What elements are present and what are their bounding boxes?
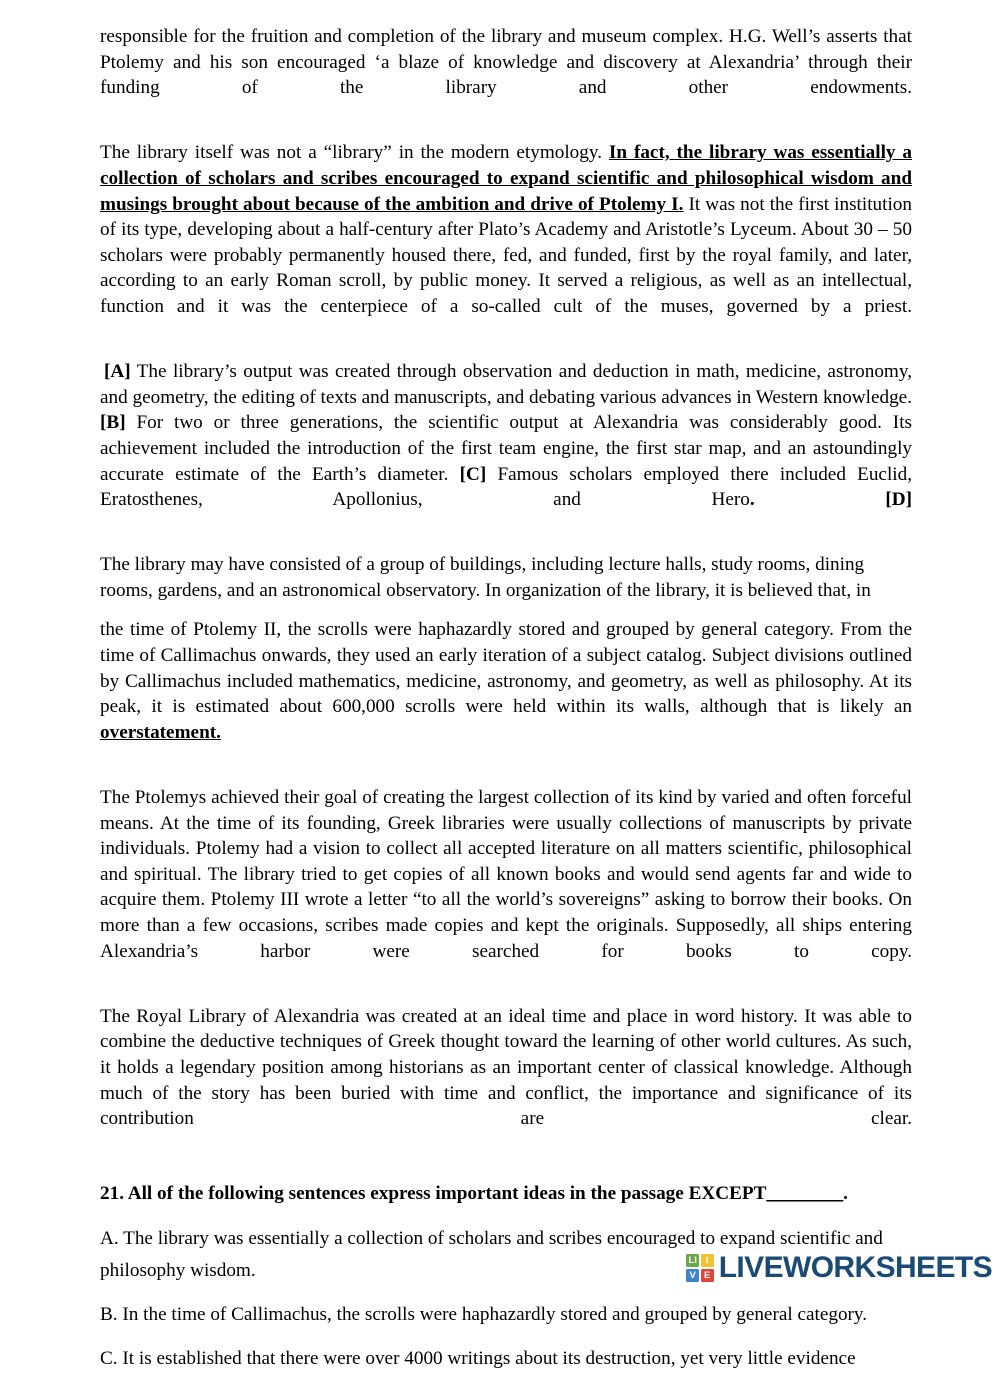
- paragraph-etymology-run-2: It was not the first institution of its type, developing about a half-century after Plato’s Academy and Aristotle’s Lyceum. About 30 – 50 scholars were probably permanently housed there, fed, and funded, first by the royal family, and later, according to an early Roman scroll, by public money. It served a religious, as well as an intellectual, function and it was the centerpiece of a so-called cult of the muses, governed by a priest.: [100, 193, 912, 317]
- choice-c-text: It is established that there were over 4000 writings about its destruction, yet very little evidence: [122, 1347, 856, 1369]
- paragraph-ptolemy-ii: [100, 617, 912, 771]
- liveworksheets-logo-mark-icon: [686, 1254, 714, 1282]
- paragraph-ptolemys-goal: [100, 785, 912, 990]
- paragraph-etymology: [100, 140, 912, 345]
- choice-b-text: In the time of Callimachus, the scrolls were haphazardly stored and grouped by general category.: [122, 1303, 868, 1325]
- paragraph-library-output-run-8: [D]: [885, 489, 913, 511]
- paragraph-fruition: [100, 24, 912, 126]
- choice-b[interactable]: [100, 1299, 912, 1331]
- paragraph-royal-library: [100, 1004, 912, 1158]
- answer-blank[interactable]: ________: [766, 1183, 844, 1205]
- paragraph-buildings: [100, 552, 912, 603]
- paragraph-library-output-run-2: [B]: [100, 412, 126, 434]
- paragraph-library-output-run-1: The library’s output was created through observation and deduction in math, medicine, astronomy, and geometry, the editing of texts and manuscripts, and debating various advances in Western knowledge.: [100, 361, 912, 408]
- logo-cell-i: I: [701, 1254, 714, 1267]
- paragraph-etymology-run-0: The library itself was not a “library” in the modern etymology.: [100, 142, 609, 164]
- paragraph-ptolemy-ii-run-1: overstatement.: [100, 721, 221, 743]
- paragraph-library-output-run-3: For two or three generations, the scientific output at Alexandria was considerably good. Its achievement included the introduction of the first team engine, the first star map, and an astoundingly accurate estimate of the Earth’s diameter.: [100, 412, 912, 485]
- paragraph-etymology-run-1: In fact, the library was essentially a collection of scholars and scribes encouraged to expand scientific and philosophical wisdom and musings brought about because of the ambition and drive of Ptolemy I.: [100, 142, 912, 215]
- logo-cell-l: LI: [686, 1254, 699, 1267]
- paragraph-royal-library-run-0: The Royal Library of Alexandria was created at an ideal time and place in word history. It was able to combine the deductive techniques of Greek thought toward the learning of other world cultures. As such, it holds a legendary position among historians as an important center of classical knowledge. Although much of the story has been buried with time and conflict, the importance and significance of its contribution are clear.: [100, 1005, 912, 1130]
- question-period: .: [843, 1183, 848, 1205]
- choice-c[interactable]: [100, 1343, 912, 1375]
- paragraph-library-output-run-6: .: [749, 489, 755, 511]
- paragraph-library-output-run-0: [A]: [104, 361, 131, 383]
- paragraph-library-output-run-4: [C]: [459, 463, 487, 485]
- question-text: All of the following sentences express important ideas in the passage EXCEPT: [123, 1183, 767, 1205]
- paragraph-ptolemys-goal-run-0: The Ptolemys achieved their goal of creating the largest collection of its kind by varied and often forceful means. At the time of its founding, Greek libraries were usually collections of manuscripts by private individuals. Ptolemy had a vision to collect all accepted literature on all matters scientific, philosophical and spiritual. The library tried to get copies of all known books and would send agents far and wide to acquire them. Ptolemy III wrote a letter “to all the world’s sovereigns” asking to borrow their books. On more than a few occasions, scribes made copies and kept the originals. Supposedly, all ships entering Alexandria’s harbor were searched for books to copy.: [100, 787, 912, 962]
- paragraph-fruition-run-0: responsible for the fruition and completion of the library and museum complex. H.G. Well’s asserts that Ptolemy and his son encouraged ‘a blaze of knowledge and discovery at Alexandria’ through their funding of the library and other endowments.: [100, 26, 912, 99]
- liveworksheets-wordmark: LIVEWORKSHEETS: [718, 1251, 992, 1284]
- paragraph-ptolemy-ii-run-0: the time of Ptolemy II, the scrolls were haphazardly stored and grouped by general category. From the time of Callimachus onwards, they used an early iteration of a subject catalog. Subject divisions outlined by Callimachus included mathematics, medicine, astronomy, and geometry, as well as philosophy. At its peak, it is estimated about 600,000 scrolls were held within its walls, although that is likely an: [100, 619, 912, 718]
- paragraph-library-output-run-5: Famous scholars employed there included Euclid, Eratosthenes, Apollonius, and Hero: [100, 463, 912, 511]
- liveworksheets-logo[interactable]: [686, 1251, 992, 1285]
- logo-cell-e: E: [701, 1269, 714, 1282]
- question-number: 21.: [100, 1183, 124, 1205]
- document-body: [100, 24, 912, 1375]
- choice-c-label: C.: [100, 1347, 118, 1369]
- choice-a-text: The library was essentially a collection of scholars and scribes encouraged to expand scientific and philosophy wisdom.: [100, 1227, 883, 1281]
- paragraph-library-output: [100, 359, 912, 538]
- paragraph-buildings-run-0: The library may have consisted of a group of buildings, including lecture halls, study rooms, dining rooms, gardens, and an astronomical observatory. In organization of the library, it is believed that, in: [100, 554, 871, 601]
- question-21-heading: [100, 1181, 912, 1207]
- choice-a-label: A.: [100, 1227, 119, 1249]
- logo-cell-v: V: [686, 1269, 699, 1282]
- choice-b-label: B.: [100, 1303, 118, 1325]
- paragraph-library-output-run-7: [755, 489, 886, 510]
